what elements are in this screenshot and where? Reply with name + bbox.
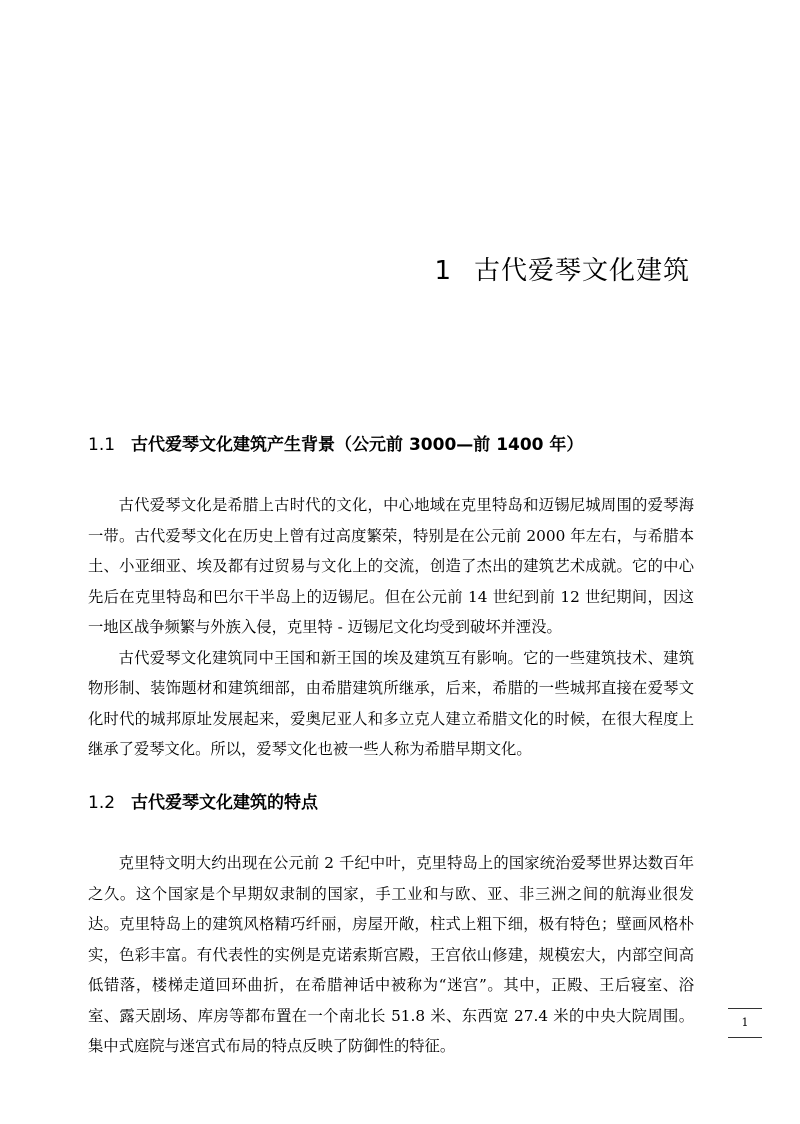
chapter-title <box>434 250 690 287</box>
section-title: 古代爱琴文化建筑产生背景（公元前 3000—前 1400 年） <box>131 435 584 455</box>
section-1-2 <box>88 788 694 1062</box>
section-number: 1.2 <box>88 793 116 813</box>
chapter-title-text: 古代爱琴文化建筑 <box>473 256 690 286</box>
section-1-1 <box>88 430 694 765</box>
paragraph: 克里特文明大约出现在公元前 2 千纪中叶，克里特岛上的国家统治爱琴世界达数百年之久。这个国家是个早期奴隶制的国家，手工业和与欧、亚、非三洲之间的航海业很发达。克里特岛上的建筑风格精巧纤丽，房屋开敞，柱式上粗下细，极有特色；壁画风格朴实，色彩丰富。有代表性的实例是克诺索斯宫殿，王宫依山修建，规模宏大，内部空间高低错落，楼梯走道回环曲折，在希腊神话中被称为“迷宫”。其中，正殿、王后寝室、浴室、露天剧场、库房等都布置在一个南北长 51.8 米、东西宽 27.4 米的中央大院周围。集中式庭院与迷宫式布局的特点反映了防御性的特征。 <box>88 854 694 1055</box>
section-title: 古代爱琴文化建筑的特点 <box>131 793 319 813</box>
section-number: 1.1 <box>88 435 116 455</box>
section-heading <box>88 430 694 455</box>
section-heading <box>88 788 694 813</box>
paragraph: 古代爱琴文化建筑同中王国和新王国的埃及建筑互有影响。它的一些建筑技术、建筑物形制、装饰题材和建筑细部，由希腊建筑所继承，后来，希腊的一些城邦直接在爱琴文化时代的城邦原址发展起来，爱奥尼亚人和多立克人建立希腊文化的时候，在很大程度上继承了爱琴文化。所以，爱琴文化也被一些人称为希腊早期文化。 <box>88 648 694 758</box>
paragraph: 古代爱琴文化是希腊上古时代的文化，中心地域在克里特岛和迈锡尼城周围的爱琴海一带。古代爱琴文化在历史上曾有过高度繁荣，特别是在公元前 2000 年左右，与希腊本土、小亚细亚、埃及都有过贸易与文化上的交流，创造了杰出的建筑艺术成就。它的中心先后在克里特岛和巴尔干半岛上的迈锡尼。但在公元前 14 世纪到前 12 世纪期间，因这一地区战争频繁与外族入侵，克里特 - 迈锡尼文化均受到破坏并湮没。 <box>88 496 694 636</box>
page-number: 1 <box>728 1008 762 1038</box>
chapter-number: 1 <box>434 256 452 286</box>
